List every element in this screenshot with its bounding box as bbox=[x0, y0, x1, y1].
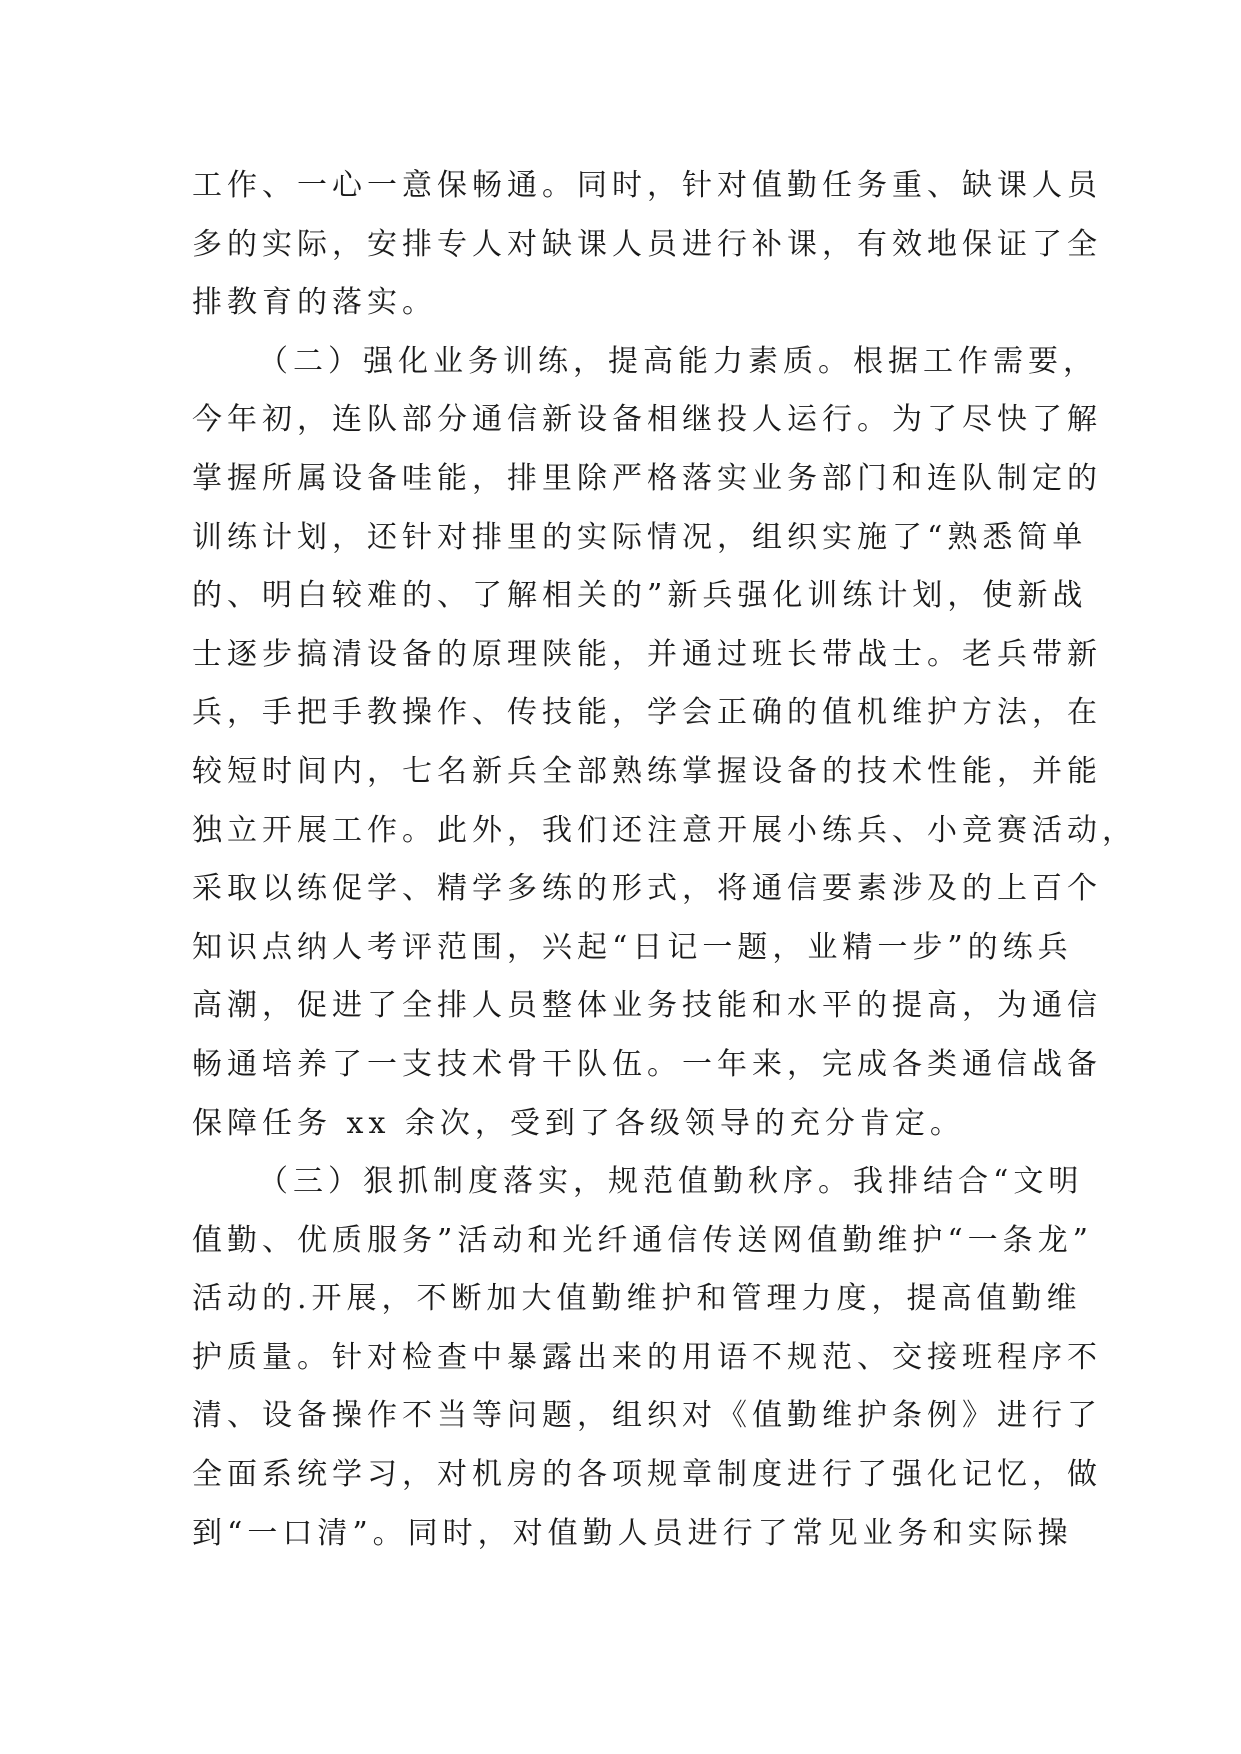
text-line: 值勤、优质服务”活动和光纤通信传送网值勤维护“一条龙” bbox=[192, 1222, 1094, 1258]
text-line: 保障任务 xx 余次，受到了各级领导的充分肯定。 bbox=[192, 1105, 965, 1141]
section-heading-line: （二）强化业务训练，提高能力素质。根据工作需要， bbox=[258, 343, 1098, 379]
text-line: 独立开展工作。此外，我们还注意开展小练兵、小竞赛活动， bbox=[192, 812, 1137, 848]
text-line: 到“一口清”。同时，对值勤人员进行了常见业务和实际操 bbox=[192, 1515, 1073, 1551]
text-line: 活动的.开展，不断加大值勤维护和管理力度，提高值勤维 bbox=[192, 1281, 1082, 1317]
text-line: 较短时间内，七名新兵全部熟练掌握设备的技术性能，并能 bbox=[192, 753, 1102, 789]
section-heading-line: （三）狠抓制度落实，规范值勤秋序。我排结合“文明 bbox=[258, 1164, 1084, 1200]
text-line: 高潮，促进了全排人员整体业务技能和水平的提高，为通信 bbox=[192, 988, 1102, 1024]
text-line: 护质量。针对检查中暴露出来的用语不规范、交接班程序不 bbox=[192, 1339, 1102, 1375]
text-line: 清、设备操作不当等问题，组织对《值勤维护条例》进行了 bbox=[192, 1398, 1102, 1434]
body-text bbox=[192, 157, 1137, 1563]
text-line: 掌握所属设备哇能，排里除严格落实业务部门和连队制定的 bbox=[192, 460, 1102, 496]
text-line: 全面系统学习，对机房的各项规章制度进行了强化记忆，做 bbox=[192, 1457, 1102, 1493]
text-line: 今年初，连队部分通信新设备相继投人运行。为了尽快了解 bbox=[192, 402, 1102, 438]
text-line: 兵，手把手教操作、传技能，学会正确的值机维护方法，在 bbox=[192, 695, 1102, 731]
text-line: 工作、一心一意保畅通。同时，针对值勤任务重、缺课人员 bbox=[192, 168, 1102, 203]
text-line: 排教育的落实。 bbox=[192, 285, 437, 321]
text-line: 的、明白较难的、了解相关的”新兵强化训练计划，使新战 bbox=[192, 578, 1088, 614]
text-line: 畅通培养了一支技术骨干队伍。一年来，完成各类通信战备 bbox=[192, 1046, 1102, 1082]
text-line: 采取以练促学、精学多练的形式，将通信要素涉及的上百个 bbox=[192, 871, 1102, 907]
text-line: 知识点纳人考评范围，兴起“日记一题，业精一步”的练兵 bbox=[192, 929, 1073, 965]
text-line: 多的实际，安排专人对缺课人员进行补课，有效地保证了全 bbox=[192, 226, 1102, 262]
text-line: 士逐步搞清设备的原理陕能，并通过班长带战士。老兵带新 bbox=[192, 636, 1102, 672]
text-line: 训练计划，还针对排里的实际情况，组织实施了“熟悉简单 bbox=[192, 519, 1088, 555]
